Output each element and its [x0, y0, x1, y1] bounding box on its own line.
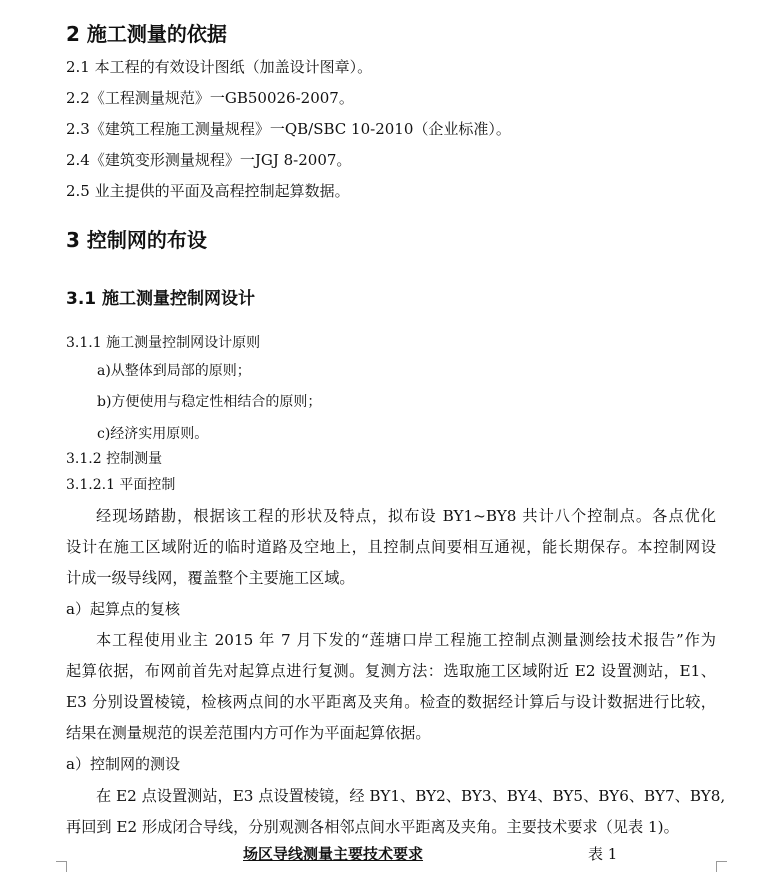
- list-item: 2.3《建筑工程施工测量规程》一QB/SBC 10-2010（企业标准）。: [66, 120, 511, 138]
- paragraph-line: 计成一级导线网，覆盖整个主要施工区域。: [66, 569, 355, 587]
- section-2-heading: 2 施工测量的依据: [66, 22, 227, 46]
- section-3-1-heading: 3.1 施工测量控制网设计: [66, 289, 256, 309]
- table-caption-label: 表 1: [588, 845, 618, 863]
- paragraph-line: E3 分别设置棱镜，检核两点间的水平距离及夹角。检查的数据经计算后与设计数据进行比较，: [66, 693, 716, 711]
- list-item: 2.5 业主提供的平面及高程控制起算数据。: [66, 182, 350, 200]
- paragraph-line: 结果在测量规范的误差范围内方可作为平面起算依据。: [66, 724, 431, 742]
- crop-mark-left: [56, 861, 67, 872]
- section-3-1-1-title: 3.1.1 施工测量控制网设计原则: [66, 335, 261, 351]
- list-item: 2.2《工程测量规范》一GB50026-2007。: [66, 89, 354, 107]
- paragraph-line: 经现场踏勘，根据该工程的形状及特点，拟布设 BY1~BY8 共计八个控制点。各点优化: [96, 507, 716, 525]
- section-3-1-2-1-title: 3.1.2.1 平面控制: [66, 477, 176, 493]
- paragraph-line: 设计在施工区域附近的临时道路及空地上，且控制点间要相互通视，能长期保存。本控制网设: [66, 538, 716, 556]
- list-item: 2.1 本工程的有效设计图纸（加盖设计图章）。: [66, 58, 373, 76]
- paragraph-line: 起算依据，布网前首先对起算点进行复测。复测方法：选取施工区域附近 E2 设置测站，E1、: [66, 662, 716, 680]
- paragraph-line: 本工程使用业主 2015 年 7 月下发的“莲塘口岸工程施工控制点测量测绘技术报告”作为: [96, 631, 716, 649]
- list-item: a)从整体到局部的原则；: [97, 363, 251, 379]
- paragraph-line: 再回到 E2 形成闭合导线，分别观测各相邻点间水平距离及夹角。主要技术要求（见表 1)。: [66, 818, 679, 836]
- list-item: 2.4《建筑变形测量规程》一JGJ 8-2007。: [66, 151, 352, 169]
- crop-mark-right: [716, 861, 727, 872]
- item-heading: a）起算点的复核: [66, 600, 180, 618]
- section-3-1-2-title: 3.1.2 控制测量: [66, 451, 163, 467]
- section-3-heading: 3 控制网的布设: [66, 228, 207, 252]
- table-caption-title: 场区导线测量主要技术要求: [243, 845, 424, 863]
- paragraph-line: 在 E2 点设置测站，E3 点设置棱镜，经 BY1、BY2、BY3、BY4、BY5、BY6、BY7、BY8,: [96, 787, 726, 805]
- list-item: b)方便使用与稳定性相结合的原则；: [97, 394, 322, 410]
- list-item: c)经济实用原则。: [97, 426, 209, 442]
- item-heading: a）控制网的测设: [66, 755, 180, 773]
